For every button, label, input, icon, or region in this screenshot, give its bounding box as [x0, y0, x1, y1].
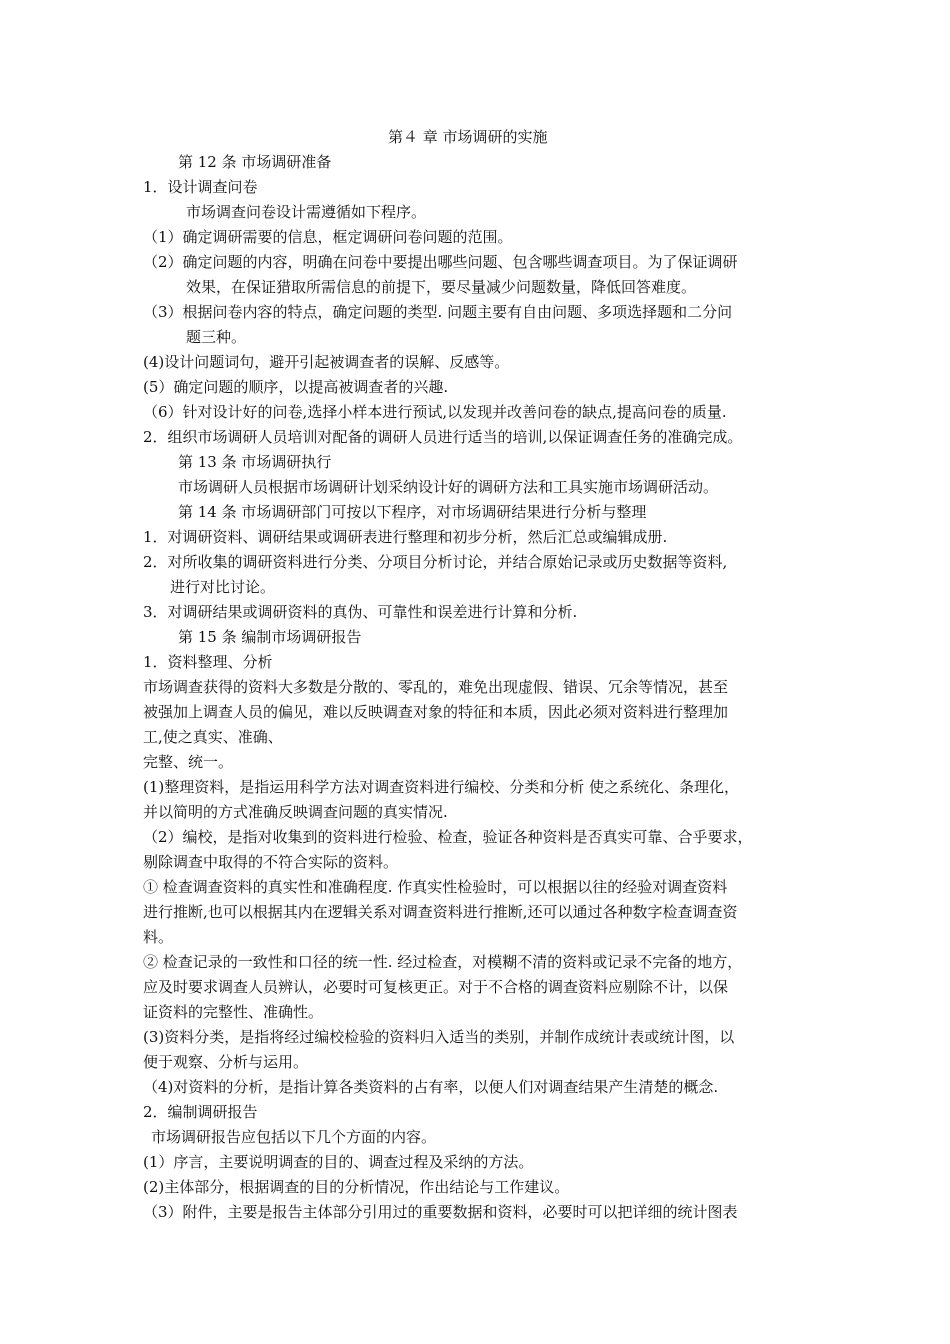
- paragraph-line: 市场调研报告应包括以下几个方面的内容。: [151, 1128, 437, 1146]
- list-item: （2）确定问题的内容，明确在问卷中要提出哪些问题、包含哪些调查项目。为了保证调研: [143, 253, 738, 271]
- article-heading: 第 12 条 市场调研准备: [178, 153, 332, 171]
- section-heading: 1．资料整理、分析: [143, 653, 273, 671]
- list-item-continuation: 便于观察、分析与运用。: [143, 1053, 309, 1071]
- list-item-continuation: 并以简明的方式准确反映调查问题的真实情况.: [143, 803, 448, 821]
- section-heading: 1．设计调查问卷: [143, 178, 258, 196]
- list-item: (5）确定问题的顺序，以提高被调查者的兴趣.: [143, 378, 449, 396]
- list-item: （3）附件，主要是报告主体部分引用过的重要数据和资料，必要时可以把详细的统计图表: [143, 1203, 738, 1221]
- list-item-continuation: 进行对比讨论。: [170, 578, 276, 596]
- list-item-continuation: 料。: [143, 928, 174, 946]
- article-heading: 第 14 条 市场调研部门可按以下程序，对市场调研结果进行分析与整理: [178, 503, 647, 521]
- list-item: （1）确定调研需要的信息，框定调研问卷问题的范围。: [143, 228, 513, 246]
- list-item-continuation: 剔除调查中取得的不符合实际的资料。: [143, 853, 399, 871]
- list-item-continuation: 进行推断,也可以根据其内在逻辑关系对调查资料进行推断,还可以通过各种数字检查调查资: [143, 903, 738, 921]
- list-item: (1)整理资料，是指运用科学方法对调查资料进行编校、分类和分析 使之系统化、条理化，: [143, 778, 740, 796]
- section-heading: 2．编制调研报告: [143, 1103, 258, 1121]
- chapter-title: 第４ 章 市场调研的实施: [388, 128, 548, 146]
- paragraph-line: 完整、统一。: [143, 753, 234, 771]
- list-item: ① 检查调查资料的真实性和准确程度. 作真实性检验时，可以根据以往的经验对调查资料: [143, 878, 728, 896]
- paragraph-line: 被强加上调查人员的偏见，难以反映调查对象的特征和本质，因此必须对资料进行整理加: [143, 703, 729, 721]
- list-item-continuation: 题三种。: [186, 328, 247, 346]
- list-item: (4)设计问题词句，避开引起被调查者的误解、反感等。: [143, 353, 510, 371]
- list-item: 1．对调研资料、调研结果或调研表进行整理和初步分析，然后汇总或编辑成册.: [143, 528, 668, 546]
- list-item: 3．对调研结果或调研资料的真伪、可靠性和误差进行计算和分析.: [143, 603, 578, 621]
- list-item: (2)主体部分，根据调查的目的分析情况，作出结论与工作建议。: [143, 1178, 570, 1196]
- list-item: ② 检查记录的一致性和口径的统一性. 经过检查，对模糊不清的资料或记录不完备的地方，: [143, 953, 743, 971]
- list-item: （2）编校，是指对收集到的资料进行检验、检查，验证各种资料是否真实可靠、合乎要求，: [143, 828, 753, 846]
- list-item-continuation: 证资料的完整性、准确性。: [143, 1003, 324, 1021]
- paragraph-line: 市场调查获得的资料大多数是分散的、零乱的，难免出现虚假、错误、冗余等情况，甚至: [143, 678, 729, 696]
- paragraph-line: 工,使之真实、准确、: [143, 728, 283, 746]
- article-heading: 第 15 条 编制市场调研报告: [178, 628, 362, 646]
- article-heading: 第 13 条 市场调研执行: [178, 453, 332, 471]
- section-heading: 2．组织市场调研人员培训对配备的调研人员进行适当的培训,以保证调查任务的准确完成。: [143, 428, 743, 446]
- list-item: 2．对所收集的调研资料进行分类、分项目分析讨论，并结合原始记录或历史数据等资料,: [143, 553, 728, 571]
- list-item: (3)资料分类，是指将经过编校检验的资料归入适当的类别，并制作成统计表或统计图，以: [143, 1028, 735, 1046]
- list-item: (1）序言，主要说明调查的目的、调查过程及采纳的方法。: [143, 1153, 534, 1171]
- paragraph-line: 市场调查问卷设计需遵循如下程序。: [186, 203, 427, 221]
- list-item: （4)对资料的分析，是指计算各类资料的占有率，以便人们对调查结果产生清楚的概念.: [143, 1078, 719, 1096]
- list-item-continuation: 应及时要求调查人员辨认，必要时可复核更正。对于不合格的调查资料应剔除不计，以保: [143, 978, 729, 996]
- paragraph-line: 市场调研人员根据市场调研计划采纳设计好的调研方法和工具实施市场调研活动。: [178, 478, 719, 496]
- list-item: （3）根据问卷内容的特点，确定问题的类型. 问题主要有自由问题、多项选择题和二分问: [143, 303, 733, 321]
- list-item: （6）针对设计好的问卷,选择小样本进行预试,以发现并改善问卷的缺点,提高问卷的质量.: [143, 403, 727, 421]
- list-item-continuation: 效果，在保证猎取所需信息的前提下，要尽量减少问题数量，降低回答难度。: [186, 278, 697, 296]
